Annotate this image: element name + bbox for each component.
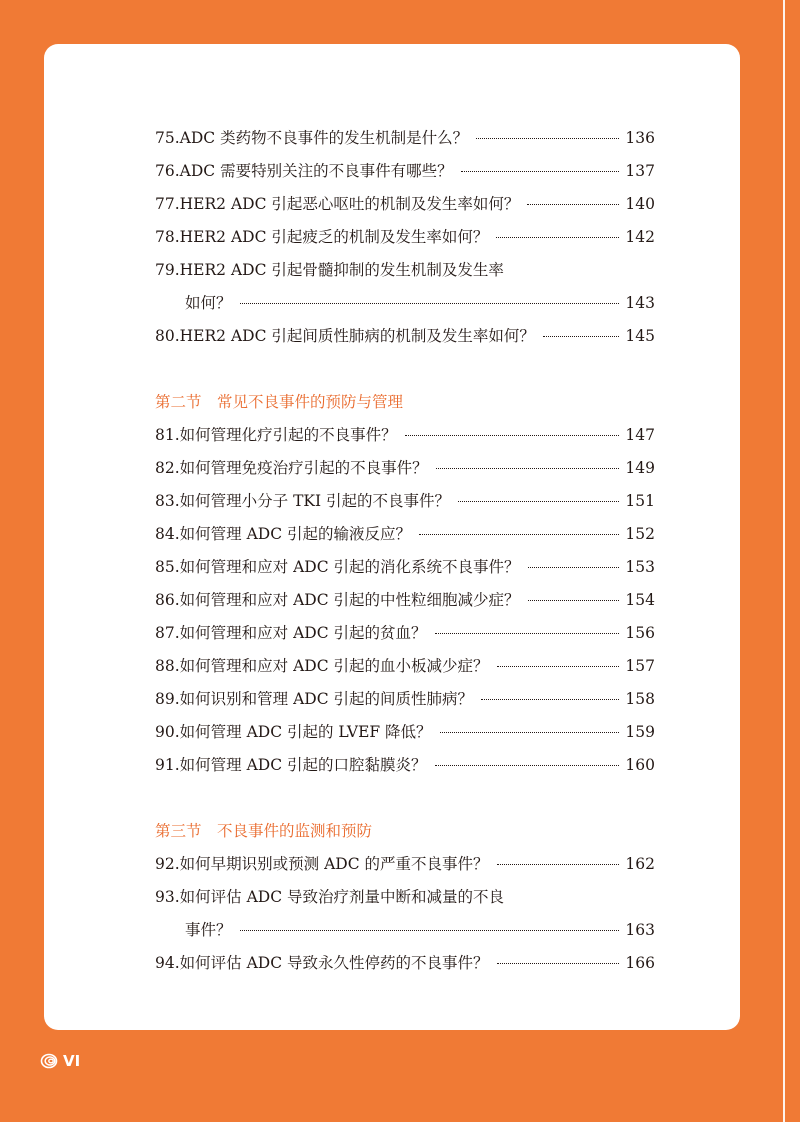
entry-title: 如何早期识别或预测 ADC 的严重不良事件？ bbox=[179, 855, 489, 873]
toc-entry[interactable] bbox=[155, 452, 655, 485]
entry-title: 如何管理 ADC 引起的口腔黏膜炎？ bbox=[179, 756, 427, 774]
entry-page-number: 158 bbox=[625, 690, 655, 708]
entry-number: 88. bbox=[155, 657, 180, 675]
entry-title: ADC 类药物不良事件的发生机制是什么？ bbox=[179, 129, 469, 147]
dot-leader bbox=[481, 698, 619, 700]
toc-entry[interactable] bbox=[155, 683, 655, 716]
toc-entry[interactable] bbox=[155, 749, 655, 782]
toc-entry[interactable] bbox=[155, 716, 655, 749]
dot-leader bbox=[496, 236, 619, 238]
entry-title: 如何评估 ADC 导致治疗剂量中断和减量的不良 bbox=[179, 888, 504, 906]
entry-title: 如何管理和应对 ADC 引起的消化系统不良事件？ bbox=[179, 558, 520, 576]
toc-entry[interactable] bbox=[155, 485, 655, 518]
toc-entry[interactable] bbox=[155, 650, 655, 683]
entry-title: HER2 ADC 引起间质性肺病的机制及发生率如何？ bbox=[179, 327, 535, 345]
entry-number: 87. bbox=[155, 624, 180, 642]
toc-entry[interactable] bbox=[155, 155, 655, 188]
page-footer bbox=[40, 1052, 80, 1070]
table-of-contents bbox=[155, 122, 655, 980]
entry-page-number: 136 bbox=[625, 129, 655, 147]
entry-page-number: 142 bbox=[625, 228, 655, 246]
toc-entry-continuation[interactable] bbox=[155, 287, 655, 320]
dot-leader bbox=[476, 137, 619, 139]
entry-page-number: 159 bbox=[625, 723, 655, 741]
toc-entry[interactable] bbox=[155, 551, 655, 584]
entry-title-continuation: 如何？ bbox=[185, 294, 232, 312]
entry-number: 91. bbox=[155, 756, 180, 774]
entry-number: 79. bbox=[155, 261, 180, 279]
entry-number: 92. bbox=[155, 855, 180, 873]
entry-page-number: 152 bbox=[625, 525, 655, 543]
entry-page-number: 154 bbox=[625, 591, 655, 609]
entry-title: 如何管理和应对 ADC 引起的贫血？ bbox=[179, 624, 427, 642]
toc-entry[interactable] bbox=[155, 881, 655, 914]
entry-title: 如何管理 ADC 引起的输液反应？ bbox=[179, 525, 411, 543]
toc-entry-continuation[interactable] bbox=[155, 914, 655, 947]
entry-number: 77. bbox=[155, 195, 180, 213]
dot-leader bbox=[461, 170, 620, 172]
dot-leader bbox=[528, 599, 620, 601]
entry-number: 80. bbox=[155, 327, 180, 345]
dot-leader bbox=[435, 764, 620, 766]
toc-entry[interactable] bbox=[155, 221, 655, 254]
toc-entry[interactable] bbox=[155, 848, 655, 881]
entry-page-number: 143 bbox=[625, 294, 655, 312]
dot-leader bbox=[436, 467, 620, 469]
entry-number: 76. bbox=[155, 162, 180, 180]
entry-number: 82. bbox=[155, 459, 180, 477]
entry-title: 如何管理化疗引起的不良事件？ bbox=[179, 426, 397, 444]
entry-number: 93. bbox=[155, 888, 180, 906]
dot-leader bbox=[435, 632, 620, 634]
spiral-logo-icon bbox=[40, 1053, 60, 1069]
entry-title: 如何管理 ADC 引起的 LVEF 降低？ bbox=[179, 723, 432, 741]
entry-title: 如何识别和管理 ADC 引起的间质性肺病？ bbox=[179, 690, 473, 708]
entry-title: 如何管理小分子 TKI 引起的不良事件？ bbox=[179, 492, 451, 510]
entry-page-number: 149 bbox=[625, 459, 655, 477]
dot-leader bbox=[440, 731, 620, 733]
toc-entry[interactable] bbox=[155, 122, 655, 155]
section-heading-3: 第三节 不良事件的监测和预防 bbox=[155, 822, 373, 840]
toc-entry[interactable] bbox=[155, 419, 655, 452]
dot-leader bbox=[405, 434, 620, 436]
dot-leader bbox=[240, 302, 620, 304]
entry-page-number: 166 bbox=[625, 954, 655, 972]
dot-leader bbox=[528, 566, 620, 568]
entry-number: 89. bbox=[155, 690, 180, 708]
entry-number: 90. bbox=[155, 723, 180, 741]
entry-page-number: 140 bbox=[625, 195, 655, 213]
dot-leader bbox=[497, 863, 620, 865]
entry-title: 如何管理和应对 ADC 引起的血小板减少症？ bbox=[179, 657, 489, 675]
dot-leader bbox=[240, 929, 620, 931]
entry-page-number: 145 bbox=[625, 327, 655, 345]
entry-page-number: 137 bbox=[625, 162, 655, 180]
entry-page-number: 156 bbox=[625, 624, 655, 642]
section-2-list bbox=[155, 419, 655, 782]
entry-page-number: 153 bbox=[625, 558, 655, 576]
dot-leader bbox=[527, 203, 619, 205]
toc-top-list bbox=[155, 122, 655, 353]
entry-page-number: 160 bbox=[625, 756, 655, 774]
entry-page-number: 157 bbox=[625, 657, 655, 675]
dot-leader bbox=[458, 500, 619, 502]
entry-page-number: 163 bbox=[625, 921, 655, 939]
toc-entry[interactable] bbox=[155, 320, 655, 353]
dot-leader bbox=[543, 335, 620, 337]
entry-title: 如何评估 ADC 导致永久性停药的不良事件？ bbox=[179, 954, 489, 972]
entry-number: 83. bbox=[155, 492, 180, 510]
entry-number: 78. bbox=[155, 228, 180, 246]
entry-title: HER2 ADC 引起疲乏的机制及发生率如何？ bbox=[179, 228, 489, 246]
entry-page-number: 147 bbox=[625, 426, 655, 444]
entry-title: HER2 ADC 引起恶心呕吐的机制及发生率如何？ bbox=[179, 195, 520, 213]
dot-leader bbox=[497, 962, 620, 964]
entry-number: 86. bbox=[155, 591, 180, 609]
entry-number: 94. bbox=[155, 954, 180, 972]
toc-entry[interactable] bbox=[155, 188, 655, 221]
entry-number: 75. bbox=[155, 129, 180, 147]
dot-leader bbox=[419, 533, 619, 535]
toc-entry[interactable] bbox=[155, 518, 655, 551]
entry-number: 84. bbox=[155, 525, 180, 543]
edge-rule bbox=[783, 0, 785, 1122]
toc-entry[interactable] bbox=[155, 617, 655, 650]
entry-title: 如何管理和应对 ADC 引起的中性粒细胞减少症？ bbox=[179, 591, 520, 609]
page-number: VI bbox=[63, 1052, 81, 1070]
dot-leader bbox=[497, 665, 620, 667]
entry-title: HER2 ADC 引起骨髓抑制的发生机制及发生率 bbox=[179, 261, 504, 279]
entry-title: ADC 需要特别关注的不良事件有哪些？ bbox=[179, 162, 453, 180]
entry-title: 如何管理免疫治疗引起的不良事件？ bbox=[179, 459, 428, 477]
toc-entry[interactable] bbox=[155, 254, 655, 287]
entry-number: 81. bbox=[155, 426, 180, 444]
section-heading-2: 第二节 常见不良事件的预防与管理 bbox=[155, 393, 404, 411]
entry-number: 85. bbox=[155, 558, 180, 576]
toc-entry[interactable] bbox=[155, 584, 655, 617]
section-3-list bbox=[155, 848, 655, 980]
entry-page-number: 151 bbox=[625, 492, 655, 510]
entry-title-continuation: 事件？ bbox=[185, 921, 232, 939]
entry-page-number: 162 bbox=[625, 855, 655, 873]
toc-entry[interactable] bbox=[155, 947, 655, 980]
